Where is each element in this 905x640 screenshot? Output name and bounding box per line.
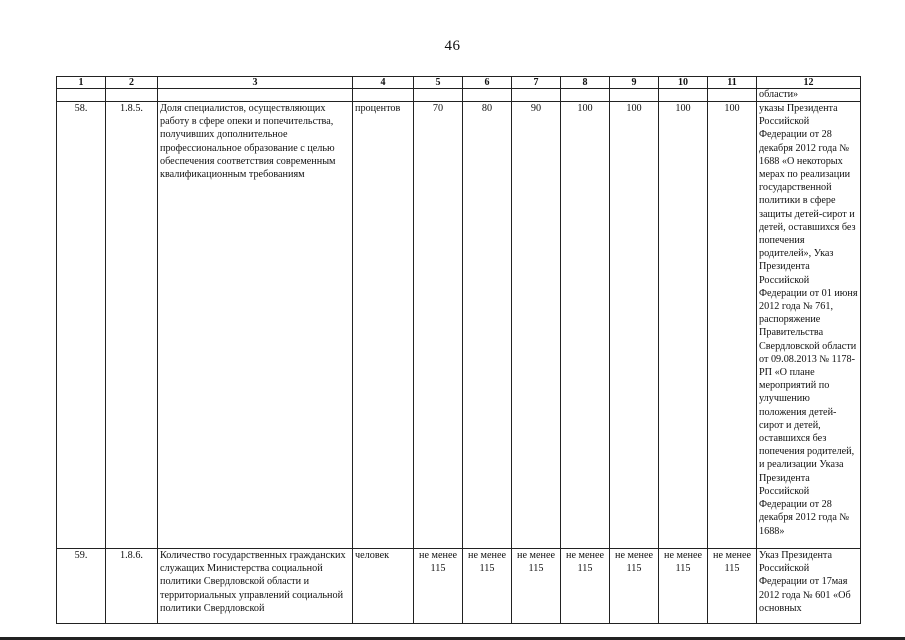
column-header: 3 xyxy=(158,77,353,89)
column-header: 1 xyxy=(57,77,106,89)
value-cell: 100 xyxy=(708,102,757,549)
unit: человек xyxy=(353,549,414,624)
value-cell: не менее 115 xyxy=(708,549,757,624)
row-code: 1.8.5. xyxy=(106,102,158,549)
legal-basis: указы Президента Российской Федерации от 28 декабря 2012 года № 1688 «О некоторых мерах по реализации государственной политики в сфере защиты детей-сирот и детей, оставшихся без попечения родителей», Указ Президента Российской Федерации от 01 июня 2012 года № 761, распоряжение Правительства Свердловской области от 09.08.2013 № 1178-РП «О плане мероприятий по улучшению положения детей-сирот и детей, оставшихся без попечения родителей, и реализации Указа Президента Российской Федерации от 28 декабря 2012 года № 1688» xyxy=(757,102,861,549)
table-row xyxy=(57,549,861,624)
table-row xyxy=(57,102,861,549)
column-header: 6 xyxy=(463,77,512,89)
value-cell: 70 xyxy=(414,102,463,549)
indicator-name: Доля специалистов, осуществляющих работу в сфере опеки и попечительства, получивших дополнительное профессиональное образование с целью обеспечения соответствия современным квалификационным требованиям xyxy=(158,102,353,549)
page-number: 46 xyxy=(444,38,461,54)
value-cell: не менее 115 xyxy=(414,549,463,624)
row-number: 58. xyxy=(57,102,106,549)
continuation-text: области» xyxy=(757,89,861,102)
column-header: 12 xyxy=(757,77,861,89)
value-cell: не менее 115 xyxy=(463,549,512,624)
table-header-row xyxy=(57,77,861,89)
column-header: 2 xyxy=(106,77,158,89)
value-cell: не менее 115 xyxy=(561,549,610,624)
column-header: 4 xyxy=(353,77,414,89)
column-header: 10 xyxy=(659,77,708,89)
value-cell: не менее 115 xyxy=(659,549,708,624)
value-cell: 80 xyxy=(463,102,512,549)
value-cell: 100 xyxy=(610,102,659,549)
value-cell: 90 xyxy=(512,102,561,549)
value-cell: не менее 115 xyxy=(610,549,659,624)
row-number: 59. xyxy=(57,549,106,624)
unit: процентов xyxy=(353,102,414,549)
column-header: 9 xyxy=(610,77,659,89)
column-header: 7 xyxy=(512,77,561,89)
continuation-row xyxy=(57,89,861,102)
legal-basis: Указ Президента Российской Федерации от 17мая 2012 года № 601 «Об основных xyxy=(757,549,861,624)
row-code: 1.8.6. xyxy=(106,549,158,624)
value-cell: 100 xyxy=(561,102,610,549)
indicator-table xyxy=(56,76,861,624)
value-cell: 100 xyxy=(659,102,708,549)
column-header: 8 xyxy=(561,77,610,89)
column-header: 11 xyxy=(708,77,757,89)
column-header: 5 xyxy=(414,77,463,89)
value-cell: не менее 115 xyxy=(512,549,561,624)
indicator-name: Количество государственных гражданских служащих Министерства социальной политики Свердловской области и территориальных управлений социальной политики Свердловской xyxy=(158,549,353,624)
